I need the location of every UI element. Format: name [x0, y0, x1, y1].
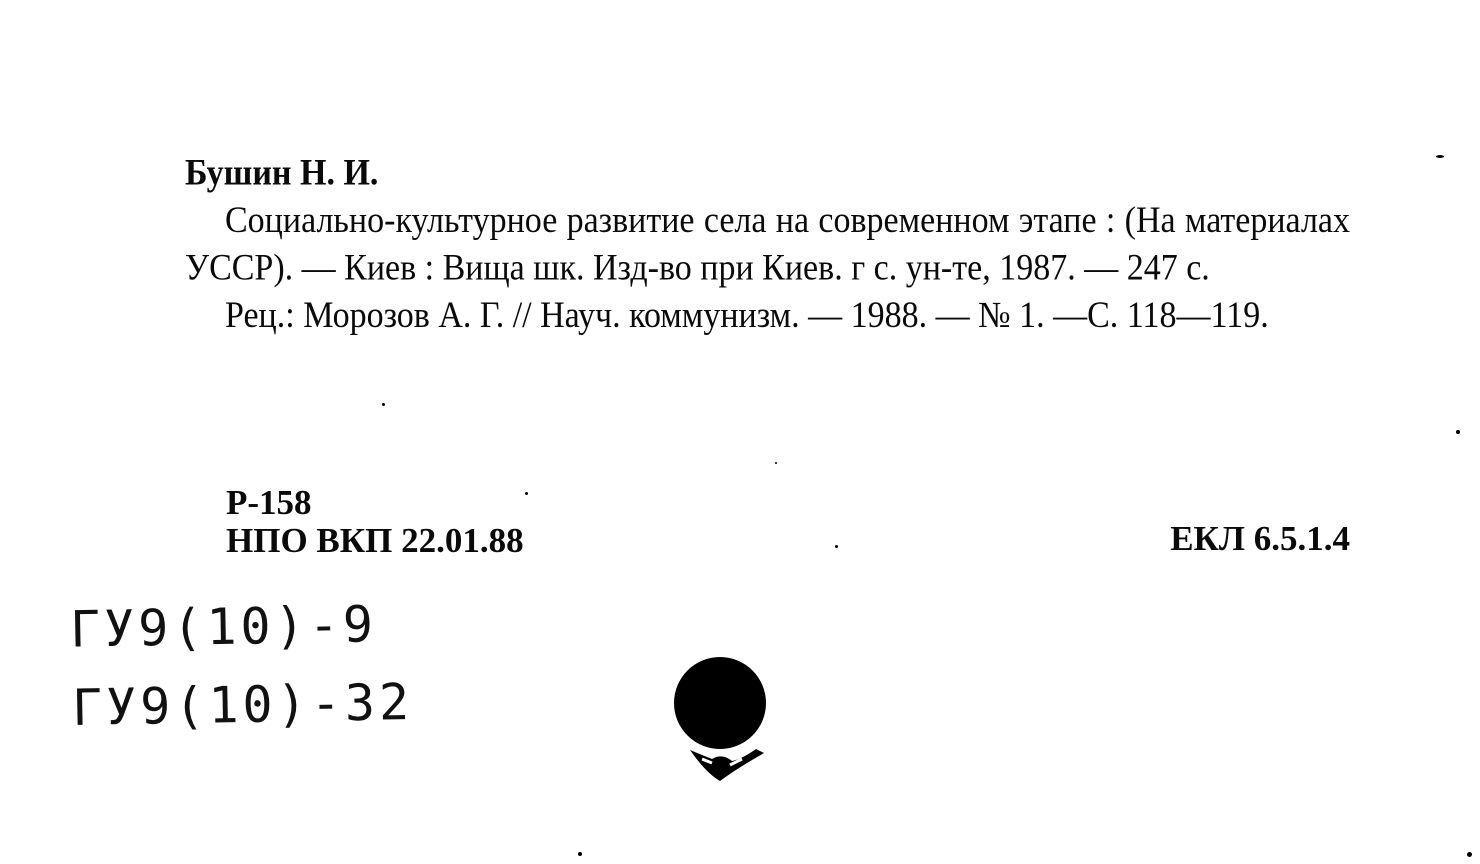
- bibliographic-entry: [185, 150, 1350, 340]
- speck: [525, 492, 528, 495]
- speck: [382, 403, 385, 406]
- author-name: Бушин Н. И.: [185, 153, 379, 194]
- index-code: Р-158: [226, 483, 312, 522]
- review-reference: Рец.: Морозов А. Г. // Науч. коммунизм. — 1988. — № 1. —С. 118—119.: [225, 295, 1269, 336]
- registry-code: НПО ВКП 22.01.88: [226, 521, 524, 560]
- speck: [835, 545, 838, 548]
- speck: [578, 852, 582, 856]
- speck: [775, 462, 777, 464]
- speck: [1436, 155, 1444, 158]
- classification-codes: [226, 484, 524, 560]
- speck: [1467, 852, 1472, 857]
- ekl-code: ЕКЛ 6.5.1.4: [1170, 519, 1350, 558]
- handwritten-shelfmark-2: ГУ9(10)-32: [71, 673, 414, 737]
- book-description: Социально-культурное развитие села на современном этапе : (На материалах УССР). — Киев : Вища шк. Изд-во при Киев. г с. ун-те, 1987. — 247 с.: [185, 200, 1350, 289]
- handwritten-shelfmark-1: ГУ9(10)-9: [69, 595, 378, 659]
- speck: [1456, 430, 1460, 434]
- punched-hole-mark: [672, 655, 772, 785]
